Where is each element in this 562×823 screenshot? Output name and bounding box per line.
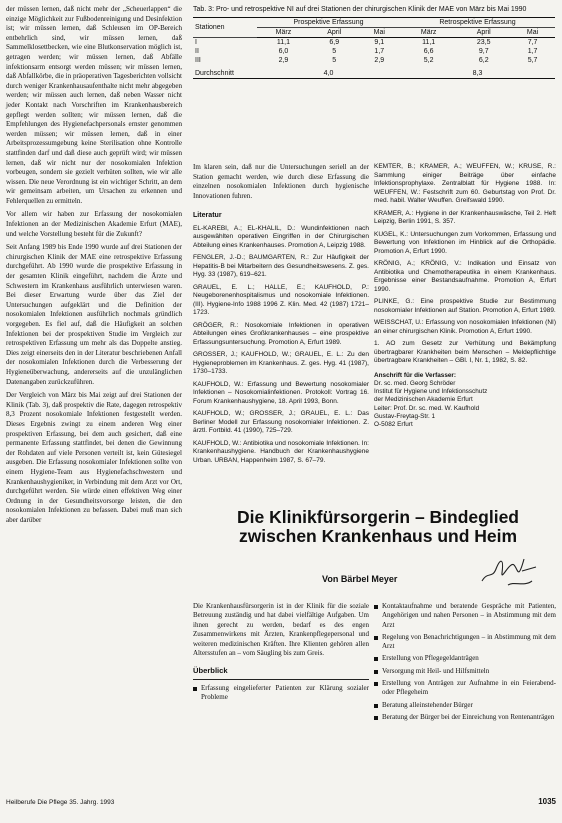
- middle-column: [193, 163, 369, 469]
- table-total-row: [193, 65, 555, 79]
- table-header-month: Mai: [359, 28, 400, 38]
- table-cell: 2,9: [374, 57, 385, 64]
- table-cell: 6,0: [278, 48, 289, 55]
- table-cell: 23,5: [476, 39, 491, 46]
- address-line: O-5082 Erfurt: [374, 421, 413, 429]
- table-cell: 7,7: [527, 39, 538, 46]
- table-header-month: Mai: [510, 28, 555, 38]
- address-label: Anschrift für die Verfasser:: [374, 371, 457, 379]
- table-header-group-row: [193, 18, 555, 28]
- left-paragraph-4: Der Vergleich von März bis Mai zeigt auf drei Stationen der Klinik (Tab. 3), daß prospektiv die Rate, dagegen retrospektiv 8,3 Prozent nosokomiale Infektionen festgestellt werden. Dieses Ergebnis zwingt zu einem anderen Weg einer prospektiven Erfassung, bei dem auch gesichert, daß eine permanente Erfassung stattfindet, bei denen die Gewinnung der Rohdaten auf viele Personen verteilt ist, kein Gütesiegel ausgeben. Die Erfassung nosokomialer Infektionen sollte von einem Hygiene-Team aus Hygienefachschwestern und Krankenhaushygieniker, in Verbindung mit dem Arzt vor Ort, durchgeführt werden. Sie würde einen effektiven Weg einer Ordnung in der Gesundheitsvorsorge leisten, die den nosokomialen Infektionen zu befassen. Dabei muß man sich aber darüber: [6, 391, 182, 524]
- page-number: 1035: [538, 797, 556, 806]
- table-3-grid: [193, 17, 555, 79]
- table-cell: 1,7: [527, 48, 538, 55]
- reference-list: [193, 225, 369, 466]
- mid-paragraph: Im klaren sein, daß nur die Untersuchungen seriell an der Station gemacht werden, wie durch diese Erfassung die einzelnen nosokomialen Infektionen durch hygienische Innovationen fuhren.: [193, 163, 369, 200]
- article-title: Die Klinikfürsorgerin – Bindeglied zwischen Krankenhaus und Heim: [237, 507, 519, 546]
- reference-item: KAUFHOLD, W.; GROSSER, J.; GRAUEL, E. L.: Das Berliner Modell zur Erfassung nosokomialer Infektionen. Z. ärztl. Fortbild. 41 (1990), 725–729.: [193, 410, 369, 435]
- list-item: Erstellung von Anträgen zur Aufnahme in ein Feierabend- oder Pflegeheim: [374, 679, 556, 698]
- list-item: Erstellung von Pflegegeldanträgen: [374, 654, 556, 663]
- table-cell: 6,6: [423, 48, 434, 55]
- left-column-text: [6, 5, 182, 529]
- table-cell: 6,9: [329, 39, 340, 46]
- table-caption: Tab. 3: Pro- und retrospektive NI auf drei Stationen der chirurgischen Klinik der MAE von März bis Mai 1990: [193, 6, 527, 13]
- table-cell: 11,1: [276, 39, 290, 46]
- author-address: [374, 372, 556, 430]
- table-header-month: März: [400, 28, 457, 38]
- reference-list-continued: [374, 163, 556, 366]
- table-header-prospective: Prospektive Erfassung: [257, 18, 400, 28]
- address-line: Institut für Hygiene und Infektionsschutz: [374, 388, 488, 396]
- table-cell: 6,2: [478, 57, 489, 64]
- signature-icon: [478, 551, 540, 591]
- list-item: Erfassung eingelieferter Patienten zur Klärung sozialer Probleme: [193, 684, 369, 703]
- article-left-column: [193, 602, 369, 706]
- table-header-retrospective: Retrospektive Erfassung: [400, 18, 555, 28]
- reference-item: KRÖNIG, A.; KRÖNIG, V.: Indikation und Einsatz von Antibiotika und Chemotherapeutika in einem Krankenhaus. Ergebnisse einer Bestandsaufnahme. Promotion A, Erfurt 1990.: [374, 260, 556, 293]
- table-row: [193, 56, 555, 65]
- article-right-column: [374, 602, 556, 725]
- reference-item: KRAMER, A.: Hygiene in der Krankenhauswäsche, Teil 2. Heft Leipzig, Berlin 1991, S. 357.: [374, 209, 556, 225]
- table-cell: 5: [332, 48, 337, 55]
- reference-item: PLINKE, G.: Eine prospektive Studie zur Bestimmung nosokomialer Infektionen auf Station. Promotion A, Erfurt 1989.: [374, 298, 556, 314]
- left-paragraph-3: Seit Anfang 1989 bis Ende 1990 wurde auf drei Stationen der chirurgischen Klinik der MAE eine retrospektive Erfassung durchgeführt. Ab 1990 wurde die prospektive Erfassung in der gesamten Klinik eingeführt, nachdem die Ärzte und Schwestern im Krankenhaus ausführlich unterwiesen waren. Bei dieser Erwartung wurde über das Ziel der Untersuchungen aufgeklärt und die Definition der nosokomialen Infektionen ausführlich nochmals gründlich vorgegeben. Es fiel auf, daß die Häufigkeit an solchen Infektionen bei der prospektiven Studie im Vergleich zur retrospektiven Erfassung um mehr als das Doppelte anstieg. Dies zeigt einerseits den in der Literatur beschriebenen Anfall der nosokomialen Infektionen durch die Verbesserung der Hygieneüberwachung, andererseits auf die unzulänglichen Datenangaben zurückzuführen.: [6, 243, 182, 386]
- table-cell: 9,1: [374, 39, 385, 46]
- list-item: Kontaktaufnahme und beratende Gespräche mit Patienten, Angehörigen und nahen Personen – in Abstimmung mit dem Arzt: [374, 602, 556, 630]
- address-line: Gustav-Freytag-Str. 1: [374, 412, 436, 420]
- list-item: Regelung von Benachrichtigungen – in Abstimmung mit dem Arzt: [374, 633, 556, 652]
- reference-item: 1. AO zum Gesetz zur Verhütung und Bekämpfung übertragbarer Krankheiten beim Menschen – Meldepflichtige übertragbare Krankheiten – GBl. I, Nr. 1, 1982, S. 82.: [374, 340, 556, 364]
- table-header-month: April: [457, 28, 510, 38]
- reference-item: KEMTER, B.; KRAMER, A.; WEUFFEN, W.; KRUSE, R.: Sammlung einiger Beiträge über einfache Infektionsprophylaxe. Zentralblatt für Hygiene 1988. In: WEUFFEN, W.: Festschrift zum 60. Geburtstag von Prof. Dr. med. habil. Walter Weuffen. Greifswald 1990.: [374, 163, 556, 204]
- left-paragraph-2: Vor allem wir haben zur Erfassung der nosokomialen Infektionen an der Medizinischen Akademie Erfurt (MAE), und welche Vorstellung besteht für die Zukunft?: [6, 210, 182, 238]
- table-header-month: März: [257, 28, 310, 38]
- table-3: [193, 6, 555, 79]
- reference-item: GROSSER, J.; KAUFHOLD, W.; GRAUEL, E. L.: Zu den Hygieneproblemen im Krankenhaus. Z. ges. Hyg. 41 (1987), 1730–1733.: [193, 351, 369, 376]
- article-byline: Von Bärbel Meyer: [322, 574, 398, 584]
- footer-journal: Heilberufe Die Pflege 35. Jahrg. 1993: [6, 799, 115, 806]
- table-cell: 1,7: [374, 48, 385, 55]
- table-cell-station: III: [195, 57, 201, 64]
- overview-heading: Überblick: [193, 666, 228, 676]
- address-line: der Medizinischen Akademie Erfurt: [374, 396, 473, 404]
- table-cell-station: II: [195, 48, 199, 55]
- list-item: Beratung der Bürger bei der Einreichung von Rentenanträgen: [374, 713, 556, 722]
- right-column: [374, 163, 556, 430]
- list-item: Beratung alleinstehender Bürger: [374, 701, 556, 710]
- table-cell: 5: [332, 57, 337, 64]
- reference-item: KAUFHOLD, W.: Antibiotika und nosokomiale Infektionen. In: Krankenhaushygiene. Handbuch der Krankenhaushygiene Urban. URBAN, Happenheim 1987, S. 67–79.: [193, 439, 369, 464]
- reference-item: KUGEL, K.: Untersuchungen zum Vorkommen, Erfassung und Bewertung von Infektionen im Hinblick auf die Orthopädie. Promotion A, Erfurt 1990.: [374, 230, 556, 255]
- table-header-month: April: [310, 28, 359, 38]
- overview-list: [193, 684, 369, 703]
- table-header-station: Stationen: [193, 18, 257, 38]
- reference-item: KAUFHOLD, W.: Erfassung und Bewertung nosokomialer Infektionen – Nosokomialinfektionen. Protokoll: Vortrag 16. Forum Krankenhaushygiene, 18. April 1993, Bonn.: [193, 380, 369, 405]
- reference-item: GRÖGER, R.: Nosokomiale Infektionen in operativen Abteilungen eines Großkrankenhauses – eine prospektive Erfassungsuntersuchung. Promotion A, Erfurt 1989.: [193, 321, 369, 346]
- references-heading: Literatur: [193, 212, 222, 220]
- table-total-prospective: 4,0: [257, 65, 400, 79]
- table-cell: 5,2: [423, 57, 434, 64]
- table-row: [193, 47, 555, 56]
- article-intro: Die Krankenhausfürsorgerin ist in der Klinik für die soziale Betreuung zuständig und hat dabei vielfältige Aufgaben. Um ihnen gerecht zu werden, bedarf es des engen Zusammenwirkens mit Ärzten, Krankenpflegepersonal und weiteren medizinischen Kräften. Ihre Klienten gehören allen Altersstufen an – vom Säugling bis zum Greis.: [193, 602, 369, 658]
- table-cell: 11,1: [422, 39, 436, 46]
- task-list: [374, 602, 556, 722]
- reference-item: WEISSCHAT, U.: Erfassung von nosokomialen Infektionen (NI) an einer chirurgischen Klinik. Promotion A, Erfurt 1990.: [374, 319, 556, 335]
- reference-item: GRAUEL, E. L.; HALLE, E.; KAUFHOLD, P.: Neugeborenenhospitalismus und nosokomiale Infektionen. (III). Hygiene-Info 1988 1996 Z. Klin. Med. 42 (1987) 1721–1723.: [193, 283, 369, 317]
- table-row: [193, 38, 555, 48]
- table-total-label: Durchschnitt: [193, 65, 257, 79]
- table-cell: 5,7: [527, 57, 538, 64]
- table-cell-station: I: [195, 39, 197, 46]
- address-line: Leiter: Prof. Dr. sc. med. W. Kaufhold: [374, 404, 480, 412]
- table-total-retrospective: 8,3: [400, 65, 555, 79]
- reference-item: EL-KAREBI, A.; EL-KHALIL, D.: Wundinfektionen nach ausgewählten operativen Eingriffen in der Chirurgischen Abteilung eines Krankenhauses. Promotion A, Leipzig 1988.: [193, 224, 369, 249]
- table-cell: 9,7: [478, 48, 489, 55]
- list-item: Versorgung mit Heil- und Hilfsmitteln: [374, 667, 556, 676]
- left-paragraph-1: der müssen lernen, daß nicht mehr der „Scheuerlappen“ die einzige Möglichkeit zur Fußbodenreinigung und Desinfektion ist; wir müssen lernen, daß Schleusen im OP-Bereich entbehrlich sind, wir müssen lernen, daß Sammelklosettbecken, wie eine Blutkonservation möglich ist, getragen werden; wir müssen lernen, daß Abfälle infektionsarm entsorgt werden müssen; wir müssen lernen, daß Abfallkörbe, die in präoperativen Tagesberichten vollsicht durch weniger Krankenhausaufenthalte nicht mehr abgegeben werden; wir müssen auch lernen, daß neben Wasser nicht jeder Kontakt nach Vorschriften im Krankenhausbereich gepflegt werden sollten; wir müssen lernen, daß die Empfehlungen des Hygienefachpersonals ernster genommen werden müssen; wir müssen lernen, daß in einer Arbeitsprozessumgebung keine Sterilisation ohne Kontrolle stattfinden darf und daß diese auch geprüft wird; wir müssen lernen, daß wir nicht nur der nosokomialen Infektion vorbeugen, sondern sie gezielt verhüten sollten, wie wir alle wissen. Die neue Verordnung ist ein wichtiger Schritt, an dem wir gemeinsam arbeiten, um Ursachen zu erkennen und Fehlerquellen zu ermitteln.: [6, 5, 182, 205]
- address-line: Dr. sc. med. Georg Schröder: [374, 379, 456, 387]
- reference-item: FENGLER, J.-D.; BAUMGARTEN, R.: Zur Häufigkeit der Hepatitis-B bei Mitarbeitern des Gesundheitswesens. Z. ges. Hyg. 33 (1987), 619–621.: [193, 254, 369, 279]
- table-cell: 2,9: [278, 57, 289, 64]
- overview-divider: [193, 679, 369, 680]
